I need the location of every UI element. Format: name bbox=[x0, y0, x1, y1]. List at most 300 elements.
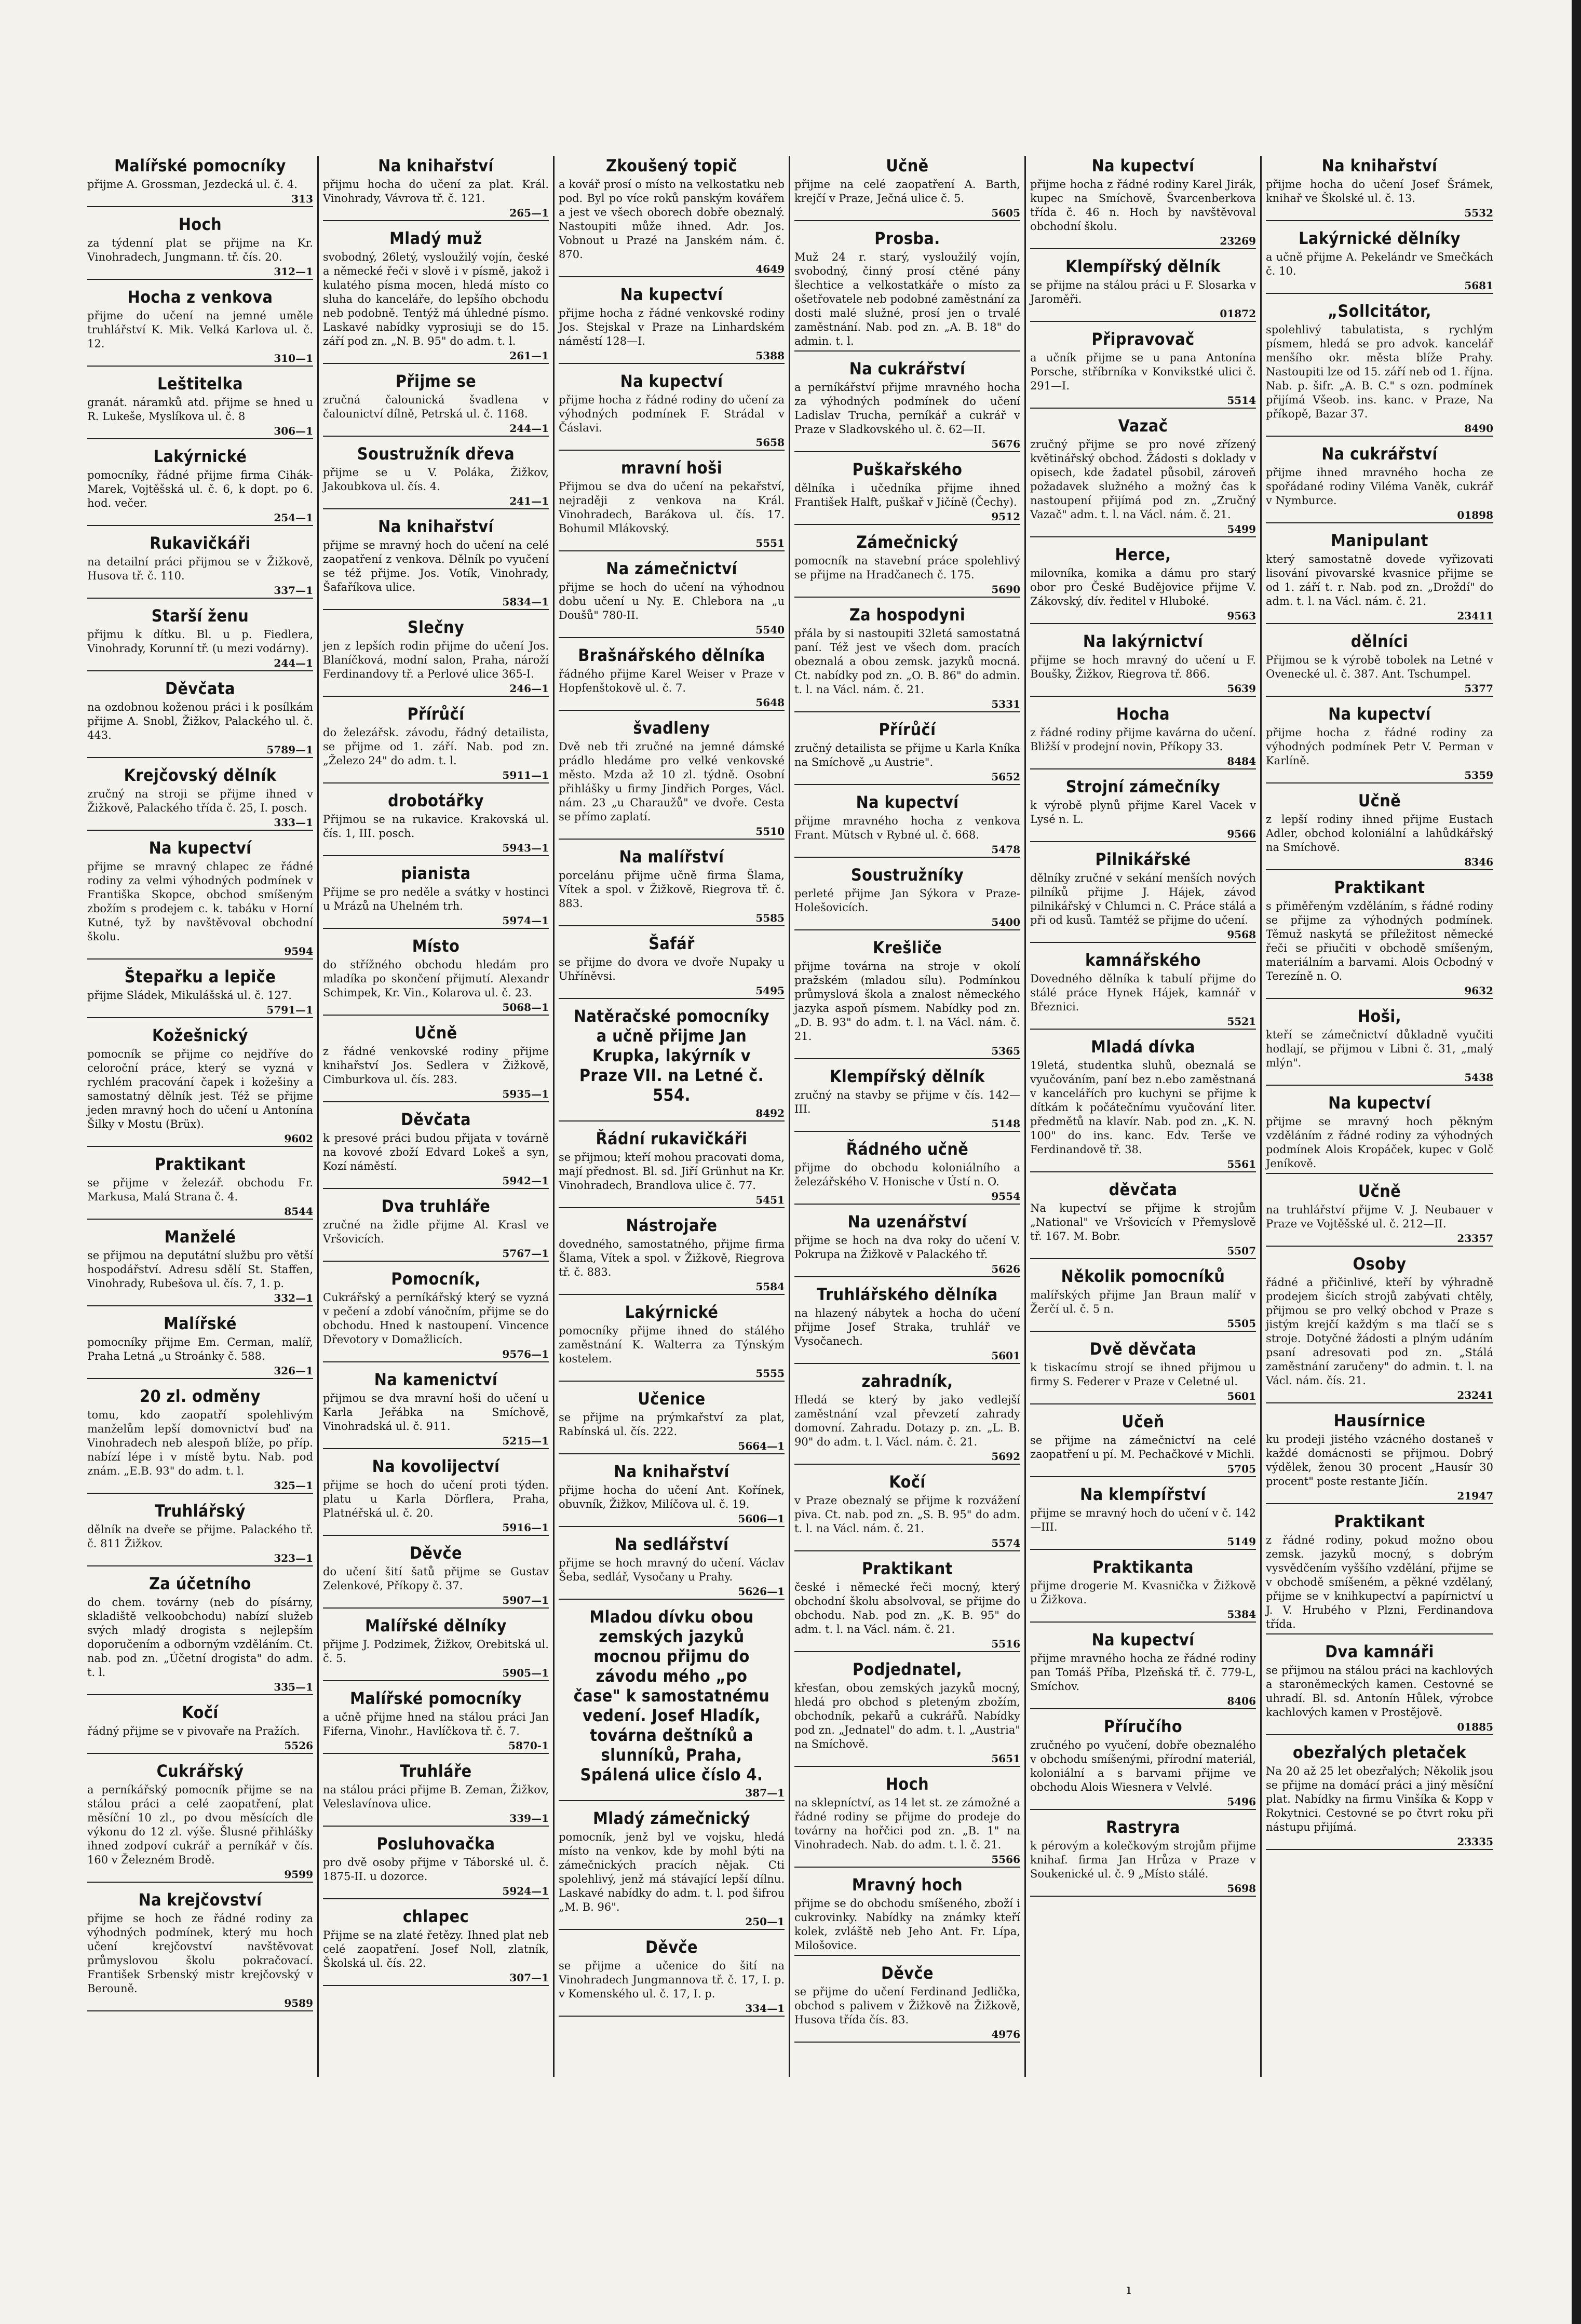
ad-heading: Kočí bbox=[889, 1472, 926, 1492]
ad-number: 5451 bbox=[559, 1194, 785, 1208]
ad-number: 5676 bbox=[794, 438, 1020, 452]
ad-text: se přijme do učení Ferdinand Jedlička, obchod s palivem v Žižkově na Žižkově, Husova třída čís. 83. bbox=[794, 1985, 1020, 2026]
classified-ad bbox=[1030, 1412, 1256, 1477]
ad-number: 5359 bbox=[1266, 769, 1493, 783]
ad-number: 5907—1 bbox=[323, 1594, 549, 1609]
ad-number: 5068—1 bbox=[323, 1001, 549, 1016]
ad-number: 5690 bbox=[794, 583, 1020, 598]
ad-heading: Přijme se bbox=[395, 371, 477, 391]
ad-heading: Na knihařství bbox=[614, 1462, 729, 1481]
ad-text: české i německé řeči mocný, který obchodní školu absolvoval, se přijme do obchodu. Nab. pod zn. „K. B. 95" do adm. t. l. na Václ. nám. č. 21. bbox=[794, 1581, 1020, 1636]
ad-heading: „Sollcitátor, bbox=[1328, 301, 1431, 321]
classified-ad bbox=[87, 1025, 313, 1147]
classified-ad bbox=[87, 967, 313, 1018]
ad-heading: Za hospodyni bbox=[849, 605, 966, 625]
ad-heading: Na kupectví bbox=[856, 792, 959, 812]
ad-text: v Praze obeznalý se přijme k rozvážení piva. Ct. nab. pod zn. „S. B. 95" do adm. t. l. na Václ. nám. č. 21. bbox=[794, 1494, 1020, 1535]
ad-heading: Na knihařství bbox=[378, 156, 494, 175]
ad-text: přijme se hoch do učení proti týden. platu u Karla Dörflera, Praha, Platnéřská ul. č. 20. bbox=[323, 1479, 549, 1519]
classified-ad bbox=[794, 1875, 1020, 1956]
ad-number: 5215—1 bbox=[323, 1435, 549, 1449]
classified-ad bbox=[794, 1659, 1020, 1767]
ad-heading: Rastryra bbox=[1106, 1817, 1180, 1837]
classified-ad bbox=[87, 533, 313, 599]
classified-ad bbox=[1030, 416, 1256, 537]
ad-text: křesťan, obou zemských jazyků mocný, hledá pro obchod s pleteným zbožím, obchodník, pekařů a cukrářů. Nabídky pod zn. „Jednatel" do adm. t. l. „Austria" na Smíchově. bbox=[794, 1682, 1020, 1750]
ad-heading: Na kovolijectví bbox=[372, 1456, 500, 1476]
classified-ad bbox=[559, 1129, 785, 1208]
ad-text: milovníka, komika a dámu pro starý obor pro České Budějovice přijme V. Zákovský, dív. ředitel v Hluboké. bbox=[1030, 567, 1256, 607]
classified-ad bbox=[87, 1501, 313, 1566]
ad-number: 5377 bbox=[1266, 682, 1493, 697]
ad-text: Přijme se pro neděle a svátky v hostinci u Mrázů na Uhelném trh. bbox=[323, 886, 549, 912]
classified-ad bbox=[1030, 256, 1256, 322]
ad-number: 5540 bbox=[559, 624, 785, 638]
classified-ad bbox=[87, 1227, 313, 1306]
ad-heading: Hocha bbox=[1116, 704, 1170, 724]
ad-number: 4649 bbox=[559, 263, 785, 277]
classified-ad bbox=[323, 517, 549, 610]
classified-ad bbox=[559, 1215, 785, 1295]
classified-page bbox=[83, 156, 1498, 2077]
ad-text: přijme se mravný hoch do učení na celé zaopatření z venkova. Dělník po vyučení se též přijme. Jos. Votík, Vinohrady, Šafaříkova ulice. bbox=[323, 539, 549, 593]
classified-ad bbox=[559, 645, 785, 711]
ad-heading: Malířské dělníky bbox=[365, 1616, 507, 1636]
ad-text: z řádné rodiny, pokud možno obou zemsk. jazyků mocný, s dobrým vysvědčením vyššího vzdělání, přijme se v obchodě smíšeném, a pěkné vzdělaný, přijme se v knihkupectví a papírnictví u J. V. Hrubého v Plzni, Ferdinandova třída. bbox=[1266, 1534, 1493, 1630]
ad-number: 5438 bbox=[1266, 1071, 1493, 1086]
ad-number: 9602 bbox=[87, 1132, 313, 1147]
ad-number: 5601 bbox=[1030, 1390, 1256, 1404]
classified-ad bbox=[559, 1462, 785, 1527]
ad-heading: Cukrářský bbox=[156, 1761, 244, 1781]
ad-text: přijmou se dva mravní hoši do učení u Karla Jeřábka na Smíchově, Vinohradská ul. č. 911. bbox=[323, 1392, 549, 1433]
ad-number: 5507 bbox=[1030, 1245, 1256, 1259]
ad-text: přijme se do obchodu smíšeného, zboží i cukrovinky. Nabídky na známky kteří kolek, zvláště neb Jeho Ant. Fr. Lípa, Milošovice. bbox=[794, 1897, 1020, 1952]
ad-number: 332—1 bbox=[87, 1292, 313, 1306]
ad-text: Dvě neb tři zručné na jemné dámské prádlo hledáme pro velké venkovské město. Mzda až 10 zl. týdně. Osobní přihlášky u firmy Jindřich Porges, Václ. nám. 23 „u Charaužů" ve dvoře. Cesta se přímo zaplatí. bbox=[559, 740, 785, 823]
ad-text: který samostatně dovede vyřizovati lisování pivovarské kvasnice přijme se od 1. září t. r. Nab. pod zn. „Droždí" do adm. t. l. na Václ. nám. č. 21. bbox=[1266, 553, 1493, 607]
ad-text: přijme A. Grossman, Jezdecká ul. č. 4. bbox=[87, 178, 298, 191]
classified-ad bbox=[87, 765, 313, 831]
ad-number: 244—1 bbox=[87, 657, 313, 671]
classified-ad bbox=[1266, 1093, 1493, 1174]
ad-heading: Praktikant bbox=[1334, 877, 1425, 897]
classified-ad bbox=[1266, 1511, 1493, 1634]
ad-number bbox=[794, 1954, 1020, 1956]
ad-number: 5148 bbox=[794, 1117, 1020, 1132]
ad-text: na hlazený nábytek a hocha do učení přijme Josef Straka, truhlář ve Vysočanech. bbox=[794, 1307, 1020, 1347]
ad-number: 5681 bbox=[1266, 279, 1493, 294]
ad-number: 5652 bbox=[794, 771, 1020, 785]
ad-number: 9632 bbox=[1266, 984, 1493, 999]
ad-heading: Lakýrnické bbox=[153, 447, 247, 466]
ad-number: 8492 bbox=[559, 1107, 785, 1122]
ad-heading: Mladý muž bbox=[389, 228, 482, 248]
ad-heading: Malířské pomocníky bbox=[114, 156, 286, 175]
ad-number: 9554 bbox=[794, 1190, 1020, 1205]
ad-text: Přijme se na zlaté řetězy. Ihned plat neb celé zaopatření. Josef Noll, zlatník, Školská ul. čís. 22. bbox=[323, 1929, 549, 1969]
ad-number: 23269 bbox=[1030, 235, 1256, 249]
column-4 bbox=[790, 156, 1026, 2077]
ad-text: řádného přijme Karel Weiser v Praze v Hopfenštokově ul. č. 7. bbox=[559, 668, 785, 694]
ad-heading: Posluhovačka bbox=[376, 1834, 495, 1854]
ad-heading: Na kupectví bbox=[1328, 704, 1431, 724]
ad-text: přijme mravného hocha ze řádné rodiny pan Tomáš Příba, Plzeňská tř. č. 779-L, Smíchov. bbox=[1030, 1652, 1256, 1693]
ad-text: jen z lepších rodin přijme do učení Jos. Blaníčková, modní salon, Praha, nároží Ferdinandovy tř. a Perlové ulice 365-I. bbox=[323, 640, 549, 680]
ad-number: 5585 bbox=[559, 912, 785, 926]
classified-ad bbox=[1030, 1339, 1256, 1404]
ad-number: 337—1 bbox=[87, 584, 313, 599]
ad-number: 5911—1 bbox=[323, 769, 549, 783]
ad-heading: Příručího bbox=[1103, 1717, 1183, 1736]
ad-number: 306—1 bbox=[87, 425, 313, 439]
ad-text: z lepší rodiny ihned přijme Eustach Adler, obchod koloniální a lahůdkářský na Smíchově. bbox=[1266, 813, 1493, 854]
classified-ad bbox=[87, 1386, 313, 1494]
ad-text: dělníky zručné v sekání menších nových pilníků přijme J. Hájek, závod pilnikářský v Chlumci n. C. Práce stálá a při od kusů. Tamtéž se přijme do učení. bbox=[1030, 872, 1256, 926]
ad-heading: Podjednatel, bbox=[853, 1659, 962, 1679]
ad-number: 326—1 bbox=[87, 1364, 313, 1379]
ad-number: 9568 bbox=[1030, 928, 1256, 943]
ad-number: 23357 bbox=[1266, 1232, 1493, 1247]
ad-number: 21947 bbox=[1266, 1490, 1493, 1504]
ad-heading: Na zámečnictví bbox=[606, 559, 737, 578]
ad-text: do střížného obchodu hledám pro mladíka po skončení přijmutí. Alexandr Schimpek, Kr. Vin., Kolarova ul. č. 23. bbox=[323, 958, 549, 999]
ad-heading: Místo bbox=[412, 936, 460, 956]
ad-text: Dovedného dělníka k tabulí přijme do stálé práce Hynek Hájek, kamnář v Březnici. bbox=[1030, 972, 1256, 1013]
ad-text: Muž 24 r. starý, vysloužilý vojín, svobodný, činný prosí ctěné pány šlechtice a velkostatkáře o místo za ošetřovatele neb podobné zaměstnání za dosti malé služné, prosí jen o trvalé zaměstnání. Nab. pod zn. „A. B. 18" do admin. t. l. bbox=[794, 251, 1020, 347]
ad-number: 5791—1 bbox=[87, 1004, 313, 1018]
ad-heading: Zkoušený topič bbox=[606, 156, 737, 175]
ad-number: 5605 bbox=[794, 207, 1020, 221]
ad-number: 5521 bbox=[1030, 1015, 1256, 1030]
ad-text: zručný detailista se přijme u Karla Kníka na Smíchově „u Austrie". bbox=[794, 742, 1020, 768]
classified-ad bbox=[794, 938, 1020, 1059]
ad-number bbox=[1266, 1172, 1493, 1174]
ad-heading: Děvčata bbox=[165, 679, 236, 698]
ad-text: se přijme na stálou práci u F. Slosarka v Jaroměři. bbox=[1030, 279, 1256, 305]
ad-text: přijme drogerie M. Kvasnička v Žižkově u Žižkova. bbox=[1030, 1579, 1256, 1606]
ad-number: 5789—1 bbox=[87, 744, 313, 758]
ad-heading: Rukavičkáři bbox=[150, 533, 251, 553]
ad-number: 23411 bbox=[1266, 610, 1493, 624]
ad-number: 5388 bbox=[559, 349, 785, 364]
classified-ad bbox=[1030, 1717, 1256, 1810]
ad-text: Cukrářský a perníkářský který se vyzná v pečení a zdobí vánočním, přijme se do obchodu. Hned k nastoupení. Vincence Dřevotory v Domažlicích. bbox=[323, 1291, 549, 1346]
page-edge bbox=[1572, 0, 1581, 2324]
ad-number: 5692 bbox=[794, 1450, 1020, 1465]
ad-text: přijme hocha z řádné rodiny Karel Jirák, kupec na Smíchově, Švarcenberkova třída č. 46 n. Hoch by navštěvoval obchodní školu. bbox=[1030, 178, 1256, 233]
ad-number: 5384 bbox=[1030, 1608, 1256, 1623]
ad-text: přijme do učení na jemné uměle truhlářství K. Mik. Velká Karlova ul. č. 12. bbox=[87, 309, 313, 350]
ad-text: pomocníky přijme Em. Cerman, malíř, Praha Letná „u Stroánky č. 588. bbox=[87, 1336, 313, 1362]
ad-heading: Vazač bbox=[1118, 416, 1168, 436]
classified-ad bbox=[323, 444, 549, 509]
ad-heading: Brašnářského dělníka bbox=[578, 645, 765, 665]
ad-text: Na 20 až 25 let obezřalých; Několik jsou se přijme na domácí práci a jiný měsíční plat. Nabídky na firmu Vinšíka & Kopp v Rokytnici. Cestovné se po čtvrt roku při nástupu přijímá. bbox=[1266, 1765, 1493, 1833]
ad-number: 250—1 bbox=[559, 1915, 785, 1930]
ad-heading: Osoby bbox=[1353, 1254, 1407, 1274]
classified-ad bbox=[794, 359, 1020, 452]
ad-text: řádný přijme se v pivovaře na Pražích. bbox=[87, 1725, 300, 1737]
classified-ad bbox=[323, 791, 549, 856]
ad-heading: Kočí bbox=[182, 1703, 219, 1722]
classified-ad bbox=[794, 1963, 1020, 2043]
classified-ad bbox=[794, 605, 1020, 712]
classified-ad bbox=[323, 617, 549, 697]
ad-number: 9599 bbox=[87, 1868, 313, 1883]
ad-heading: Učně bbox=[414, 1023, 457, 1043]
ad-heading: Dva truhláře bbox=[381, 1196, 491, 1216]
ad-heading: Na kupectví bbox=[620, 371, 723, 391]
ad-number: 5639 bbox=[1030, 682, 1256, 697]
ad-heading: Několik pomocníků bbox=[1061, 1266, 1225, 1286]
ad-heading: Praktikant bbox=[1334, 1511, 1425, 1531]
ad-text: dělník na dveře se přijme. Palackého tř. č. 811 Žižkov. bbox=[87, 1523, 313, 1550]
ad-number: 23335 bbox=[1266, 1835, 1493, 1850]
classified-ad bbox=[323, 228, 549, 364]
ad-number: 5400 bbox=[794, 916, 1020, 930]
ad-heading: Na kupectví bbox=[1091, 1630, 1195, 1650]
ad-number: 5651 bbox=[794, 1752, 1020, 1767]
ad-number: 9594 bbox=[87, 945, 313, 960]
classified-ad bbox=[323, 156, 549, 221]
ad-heading: Krejčovský dělník bbox=[124, 765, 277, 785]
ad-heading: Štepařku a lepiče bbox=[124, 967, 276, 987]
classified-ad bbox=[323, 371, 549, 437]
classified-ad bbox=[1266, 1411, 1493, 1504]
ad-text: se přijme a učenice do šití na Vinohradech Jungmannova tř. č. 17, I. p. v Komenského ul. č. 17, I. p. bbox=[559, 1960, 785, 2000]
ad-text: přijme se hoch do učení na výhodnou dobu učení u Ny. E. Chlebora na „u Doušů" 780-II. bbox=[559, 581, 785, 621]
ad-text: se přijmou; kteří mohou pracovati doma, mají přednost. Bl. sd. Jiří Grünhut na Kr. Vinohradech, Brandlova ulice č. 77. bbox=[559, 1151, 785, 1192]
ad-number bbox=[1266, 1632, 1493, 1634]
classified-ad bbox=[1030, 849, 1256, 943]
ad-heading: Na knihařství bbox=[1321, 156, 1438, 175]
ad-heading: Klempířský dělník bbox=[830, 1066, 985, 1086]
classified-ad bbox=[87, 838, 313, 960]
classified-ad bbox=[1266, 1254, 1493, 1403]
column-2 bbox=[319, 156, 555, 2077]
classified-ad bbox=[1266, 1181, 1493, 1247]
ad-number: 01885 bbox=[1266, 1721, 1493, 1735]
ad-number: 5526 bbox=[87, 1739, 313, 1754]
ad-text: zručné na židle přijme Al. Krasl ve Vršovicích. bbox=[323, 1219, 549, 1245]
ad-number: 5664—1 bbox=[559, 1440, 785, 1454]
ad-text: dovedného, samostatného, přijme firma Šlama, Vítek a spol. v Žižkově, Riegrova tř. č. 883. bbox=[559, 1238, 785, 1278]
classified-ad bbox=[323, 1370, 549, 1449]
classified-ad bbox=[794, 1066, 1020, 1132]
ad-heading: Hoch bbox=[178, 214, 222, 234]
ad-text: na stálou práci přijme B. Zeman, Žižkov, Veleslavínova ulice. bbox=[323, 1783, 549, 1810]
ad-heading: Hocha z venkova bbox=[127, 287, 273, 307]
ad-number: 5566 bbox=[794, 1853, 1020, 1868]
ad-text: se přijme do dvora ve dvoře Nupaky u Uhříněvsi. bbox=[559, 956, 785, 982]
ad-text: na sklepníctví, as 14 let st. ze zámožné a řádné rodiny se přijme do prodeje do továrny na hořčici pod zn. „B. 1" na Vinohradech. Nab. do adm. t. l. č. 21. bbox=[794, 1796, 1020, 1851]
ad-text: Přijmou se na rukavice. Krakovská ul. čís. 1, III. posch. bbox=[323, 813, 549, 840]
ad-heading: Na lakýrnictví bbox=[1083, 631, 1204, 651]
classified-ad bbox=[794, 1774, 1020, 1868]
ad-number: 01898 bbox=[1266, 509, 1493, 523]
ad-heading: Na kupectví bbox=[1328, 1093, 1431, 1113]
ad-heading: Za účetního bbox=[149, 1574, 251, 1593]
ad-number: 5626 bbox=[794, 1263, 1020, 1277]
ad-number: 5574 bbox=[794, 1537, 1020, 1551]
ad-number: 265—1 bbox=[323, 207, 549, 221]
ad-heading: Učeň bbox=[1121, 1412, 1165, 1431]
classified-ad bbox=[1266, 877, 1493, 999]
page-mark: ı bbox=[1127, 2282, 1131, 2298]
ad-number: 323—1 bbox=[87, 1552, 313, 1566]
ad-number: 5365 bbox=[794, 1045, 1020, 1059]
classified-ad bbox=[87, 679, 313, 758]
ad-text: pro dvě osoby přijme v Táborské ul. č. 1875-II. u dozorce. bbox=[323, 1856, 549, 1883]
ad-text: perleté přijme Jan Sýkora v Praze-Holešovicích. bbox=[794, 887, 1020, 914]
ad-heading: kamnářského bbox=[1085, 950, 1201, 970]
classified-ad bbox=[1030, 545, 1256, 624]
classified-ad bbox=[794, 1472, 1020, 1551]
ad-heading: 20 zl. odměny bbox=[140, 1386, 261, 1406]
ad-heading: Na krejčovství bbox=[138, 1890, 262, 1910]
ad-text: svobodný, 26letý, vysloužilý vojín, české a německé řeči v slově i v písmě, jakož i kulatého písma mocen, hledá místo co sluha do kanceláře, do lepšího obchodu neb podobně. Tentýž má úhledné písmo. Laskavé nabídky vyprosiuji se do 15. září pod zn. „N. B. 95" do adm. t. l. bbox=[323, 251, 549, 347]
ad-text: na ozdobnou koženou práci i k posílkám přijme A. Snobl, Žižkov, Palackého ul. č. 443. bbox=[87, 701, 313, 741]
ad-text: přijme hocha do učení Ant. Kořínek, obuvník, Žižkov, Milíčova ul. č. 19. bbox=[559, 1484, 785, 1510]
ad-text: do železářsk. závodu, řádný detailista, se přijme od 1. září. Nab. pod zn. „Železo 24" do adm. t. l. bbox=[323, 726, 549, 767]
ad-heading: Dvě děvčata bbox=[1089, 1339, 1197, 1359]
ad-number: 5943—1 bbox=[323, 842, 549, 856]
classified-ad bbox=[323, 1543, 549, 1609]
ad-heading: Učně bbox=[1358, 1181, 1401, 1201]
classified-ad bbox=[1266, 704, 1493, 783]
classified-ad bbox=[323, 704, 549, 783]
ad-number: 310—1 bbox=[87, 352, 313, 367]
ad-number: 5514 bbox=[1030, 394, 1256, 409]
ad-text: a učně přijme A. Pekelándr ve Smečkách č. 10. bbox=[1266, 251, 1493, 277]
ad-text: tomu, kdo zaopatří spolehlivým manželům lepší domovnictví buď na Vinohradech neb alespoň blíže, po příp. nabízí lépe i v místě bytu. Nab. pod znám. „E.B. 93" do adm. t. l. bbox=[87, 1409, 313, 1477]
ad-text: kteří se zámečnictví důkladně vyučiti hodlají, se přijmou v Libni č. 31, „malý mlýn". bbox=[1266, 1029, 1493, 1069]
ad-text: do chem. továrny (neb do písárny, skladiště velkoobchodu) nabízí služeb svých mladý drogista s nejlepším doporučením a odborným vzděláním. Ct. nab. pod zn. „Účetní drogista" do adm. t. l. bbox=[87, 1596, 313, 1679]
classified-ad bbox=[559, 559, 785, 638]
ad-number: 9563 bbox=[1030, 610, 1256, 624]
ad-number: 8484 bbox=[1030, 755, 1256, 769]
ad-heading: Praktikanta bbox=[1092, 1557, 1194, 1577]
ad-text: zručného po vyučení, dobře obeznalého v obchodu smíšenými, přírodní materiál, koloniální a s barvami přijme ve obchodu Alois Wiesnera v Velvlé. bbox=[1030, 1739, 1256, 1793]
ad-text: Přijmou se k výrobě tobolek na Letné v Ovenecké ul. č. 387. Ant. Tschumpel. bbox=[1266, 654, 1493, 680]
ad-number: 5658 bbox=[559, 436, 785, 451]
column-5 bbox=[1026, 156, 1262, 2077]
classified-ad bbox=[87, 374, 313, 439]
classified-ad bbox=[87, 447, 313, 526]
ad-heading: Na cukrářství bbox=[849, 359, 966, 379]
column-3 bbox=[555, 156, 790, 2077]
ad-text: na detailní práci přijmou se v Žižkově, Husova tř. č. 110. bbox=[87, 556, 313, 582]
ad-text: Hledá se který by jako vedlejší zaměstnání vzal převzetí zahrady domovní. Zahradu. Dotazy p. zn. „L. B. 90" do adm. t. l. Václ. nám. č. 21. bbox=[794, 1394, 1020, 1448]
ad-heading: Na cukrářství bbox=[1321, 444, 1438, 464]
classified-ad bbox=[1266, 1642, 1493, 1735]
classified-ad bbox=[1266, 1006, 1493, 1086]
classified-ad bbox=[323, 1456, 549, 1536]
ad-heading: Na sedlářství bbox=[614, 1534, 729, 1554]
ad-text: k tiskacímu strojí se ihned přijmou u firmy S. Federer v Praze v Celetné ul. bbox=[1030, 1361, 1256, 1388]
ad-number: 8490 bbox=[1266, 422, 1493, 437]
ad-number: 23241 bbox=[1266, 1389, 1493, 1403]
ad-number: 241—1 bbox=[323, 495, 549, 509]
ad-number: 5478 bbox=[794, 843, 1020, 858]
ad-text: a učník přijme se u pana Antonína Porsche, stříbrníka v Konvikstké ulici č. 291—I. bbox=[1030, 352, 1256, 392]
classified-ad bbox=[794, 792, 1020, 858]
ad-text: řádné a přičinlivé, kteří by výhradně prodejem šicích strojů zabývati chtěly, přijmou se pro velký obchod v Praze s jistým krejčí každým s ma tlačí se s stroje. Dotyčné žádosti a plným udáním psaní adresovati pod zn. „Stálá zaměstnání zaručeny" do admin. t. l. na Václ. nám. čís. 21. bbox=[1266, 1276, 1493, 1387]
classified-ad bbox=[1266, 228, 1493, 294]
ad-heading: Přírůčí bbox=[407, 704, 465, 724]
ad-text: přijme Sládek, Mikulášská ul. č. 127. bbox=[87, 989, 292, 1002]
ad-text: přijme se hoch mravný do učení. Václav Šeba, sedlář, Vysočany u Prahy. bbox=[559, 1557, 785, 1583]
classified-ad bbox=[559, 1607, 785, 1801]
ad-heading: Šafář bbox=[648, 934, 695, 953]
ad-heading: Truhlářského dělníka bbox=[817, 1285, 998, 1304]
ad-heading: Puškařského bbox=[852, 460, 963, 479]
classified-ad bbox=[559, 1534, 785, 1600]
ad-text: ku prodeji jistého vzácného dostaneš v každé domácnosti se přijmou. Dobrý výdělek, ženou 30 procent „Hausír 30 procent" poste restante Jičín. bbox=[1266, 1433, 1493, 1488]
ad-text: přijme se hoch mravný do učení u F. Boušky, Žižkov, Riegrova tř. 866. bbox=[1030, 654, 1256, 680]
ad-text: pomocníky, řádné přijme firma Cihák-Marek, Vojtěšská ul. č. 6, k dopt. po 6. hod. večer. bbox=[87, 469, 313, 509]
classified-ad bbox=[1266, 1742, 1493, 1850]
ad-text: přijme se u V. Poláka, Žižkov, Jakoubkova ul. čís. 4. bbox=[323, 466, 549, 493]
ad-number: 5767—1 bbox=[323, 1247, 549, 1262]
ad-text: granát. náramků atd. přijme se hned u R. Lukeše, Myslíkova ul. č. 8 bbox=[87, 396, 313, 423]
ad-text: pomocník, jenž byl ve vojsku, hledá místo na venkov, kde by mohl býti na zámečnických pracích nějak. Cti spolehlivý, jenž má stávající lepší dílnu. Laskavé nabídky do adm. t. l. pod šifrou „M. B. 96". bbox=[559, 1831, 785, 1913]
ad-text: k výrobě plynů přijme Karel Vacek v Lysé n. L. bbox=[1030, 799, 1256, 826]
ad-text: zručný na stavby se přijme v čís. 142—III. bbox=[794, 1089, 1020, 1115]
ad-heading: Děvčata bbox=[400, 1110, 471, 1129]
ad-number: 9589 bbox=[87, 1997, 313, 2011]
ad-number: 01872 bbox=[1030, 307, 1256, 322]
ad-heading: Na kamenictví bbox=[374, 1370, 498, 1389]
classified-ad bbox=[323, 1023, 549, 1102]
ad-heading: Mladý zámečnický bbox=[593, 1808, 750, 1828]
ad-text: přála by si nastoupiti 32letá samostatná paní. Též jest ve všech dom. pracích obeznalá a obou zemsk. jazyků mocná. Ct. nabídky pod zn. „O. B. 86" do admin. t. l. na Václ. nám. č. 21. bbox=[794, 627, 1020, 696]
classified-ad bbox=[87, 214, 313, 280]
classified-ad bbox=[323, 1196, 549, 1262]
classified-ad bbox=[1266, 444, 1493, 523]
ad-number: 5510 bbox=[559, 825, 785, 840]
classified-ad bbox=[794, 865, 1020, 930]
ad-text: se přijme na prýmkařství za plat, Rabínská ul. čís. 222. bbox=[559, 1411, 785, 1438]
classified-ad bbox=[559, 1006, 785, 1122]
ad-heading: Na klempířství bbox=[1080, 1484, 1206, 1504]
ad-heading: Učenice bbox=[638, 1389, 706, 1409]
ad-text: přijme se mravný chlapec ze řádné rodiny za velmi výhodných podmínek v Františka Skopce, obchod smíšeným zbožím s prodejem c. k. tabáku v Horní Kutné, tyž by navštěvoval obchodní školu. bbox=[87, 860, 313, 943]
classified-ad bbox=[1030, 1037, 1256, 1172]
classified-ad bbox=[559, 458, 785, 551]
ad-text: přijme na celé zaopatření A. Barth, krejčí v Praze, Ječná ulice č. 5. bbox=[794, 178, 1020, 205]
classified-ad bbox=[559, 847, 785, 926]
ad-number: 5496 bbox=[1030, 1795, 1256, 1810]
ad-heading: Krešliče bbox=[872, 938, 942, 957]
ad-heading: Soustružník dřeva bbox=[357, 444, 515, 464]
ad-heading: děvčata bbox=[1109, 1180, 1178, 1199]
classified-ad bbox=[87, 1761, 313, 1883]
ad-number: 5584 bbox=[559, 1280, 785, 1295]
ad-number: 5532 bbox=[1266, 207, 1493, 221]
ad-number: 5935—1 bbox=[323, 1088, 549, 1102]
ad-heading: Na knihařství bbox=[378, 517, 494, 536]
classified-ad bbox=[87, 1154, 313, 1220]
classified-ad bbox=[87, 156, 313, 207]
ad-heading: Malířské pomocníky bbox=[350, 1688, 522, 1708]
classified-ad bbox=[323, 1761, 549, 1827]
classified-ad bbox=[323, 1110, 549, 1189]
classified-ad bbox=[1030, 1817, 1256, 1897]
ad-heading: Hausírnice bbox=[1333, 1411, 1426, 1430]
classified-ad bbox=[1266, 156, 1493, 221]
